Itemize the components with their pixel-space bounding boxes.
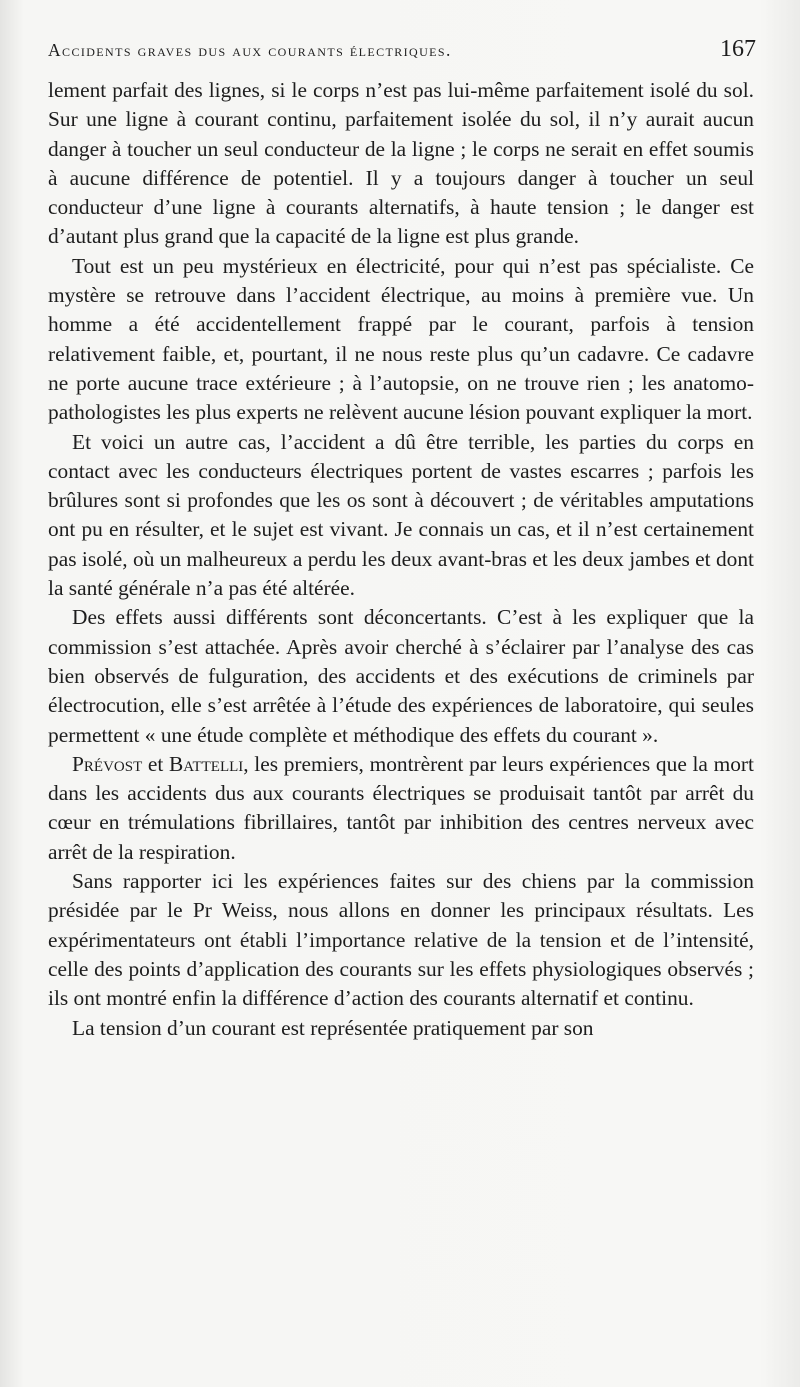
author-name: Prévost — [72, 751, 143, 776]
paragraph: Sans rapporter ici les expériences faites sur des chiens par la commission présidée par le Pr Weiss, nous allons en donner les principaux résultats. Les expérimentateurs ont établi l’importance relative de la tension et de l’intensité, celle des points d’application des courants sur les effets physiologiques observés ; ils ont montré enfin la différence d’action des courants alternatif et continu. — [48, 869, 754, 1011]
paragraph: Prévost et Battelli, les premiers, montrèrent par leurs expériences que la mort dans les accidents dus aux courants électriques se produisait tantôt par arrêt du cœur en trémulations fibrillaires, tantôt par inhibition des centres nerveux avec arrêt de la respiration. — [48, 751, 754, 864]
running-title: Accidents graves dus aux courants électriques. — [48, 40, 452, 60]
paragraph: Et voici un autre cas, l’accident a dû être terrible, les parties du corps en contact avec les conducteurs électriques portent de vastes escarres ; parfois les brûlures sont si profondes que les os sont à découvert ; de véritables amputations ont pu en résulter, et le sujet est vivant. Je connais un cas, et il n’est certainement pas isolé, où un malheureux a perdu les deux avant-bras et les deux jambes et dont la santé générale n’a pas été altérée. — [48, 429, 754, 601]
paragraph: lement parfait des lignes, si le corps n’est pas lui-même parfaitement isolé du sol. Sur une ligne à courant continu, parfaitement isolée du sol, il n’y aurait aucun danger à toucher un seul conducteur de la ligne ; le corps ne serait en effet soumis à aucune différence de potentiel. Il y a toujours danger à toucher un seul conducteur d’une ligne à courants alternatifs, à haute tension ; le danger est d’autant plus grand que la capacité de la ligne est plus grande. — [48, 78, 754, 249]
paragraph: Des effets aussi différents sont déconcertants. C’est à les expliquer que la commission s’est attachée. Après avoir cherché à s’éclairer par l’analyse des cas bien observés de fulguration, des accidents et des exécutions de criminels par électrocution, elle s’est arrêtée à l’étude des expériences de laboratoire, qui seules permettent « une étude complète et méthodique des effets du courant ». — [48, 605, 754, 747]
author-name: Battelli — [169, 751, 244, 776]
page-header — [48, 36, 756, 68]
page-number: 167 — [720, 36, 756, 62]
paragraph: Tout est un peu mystérieux en électricité, pour qui n’est pas spécialiste. Ce mystère se retrouve dans l’accident électrique, au moins à première vue. Un homme a été accidentellement frappé par le courant, parfois à tension relativement faible, et, pourtant, il ne nous reste plus qu’un cadavre. Ce cadavre ne porte aucune trace extérieure ; à l’autopsie, on ne trouve rien ; les anatomo-pathologistes les plus experts ne relèvent aucune lésion pouvant expliquer la mort. — [48, 253, 754, 425]
paragraph: La tension d’un courant est représentée pratiquement par son — [72, 1015, 594, 1040]
body-text — [48, 76, 754, 1043]
